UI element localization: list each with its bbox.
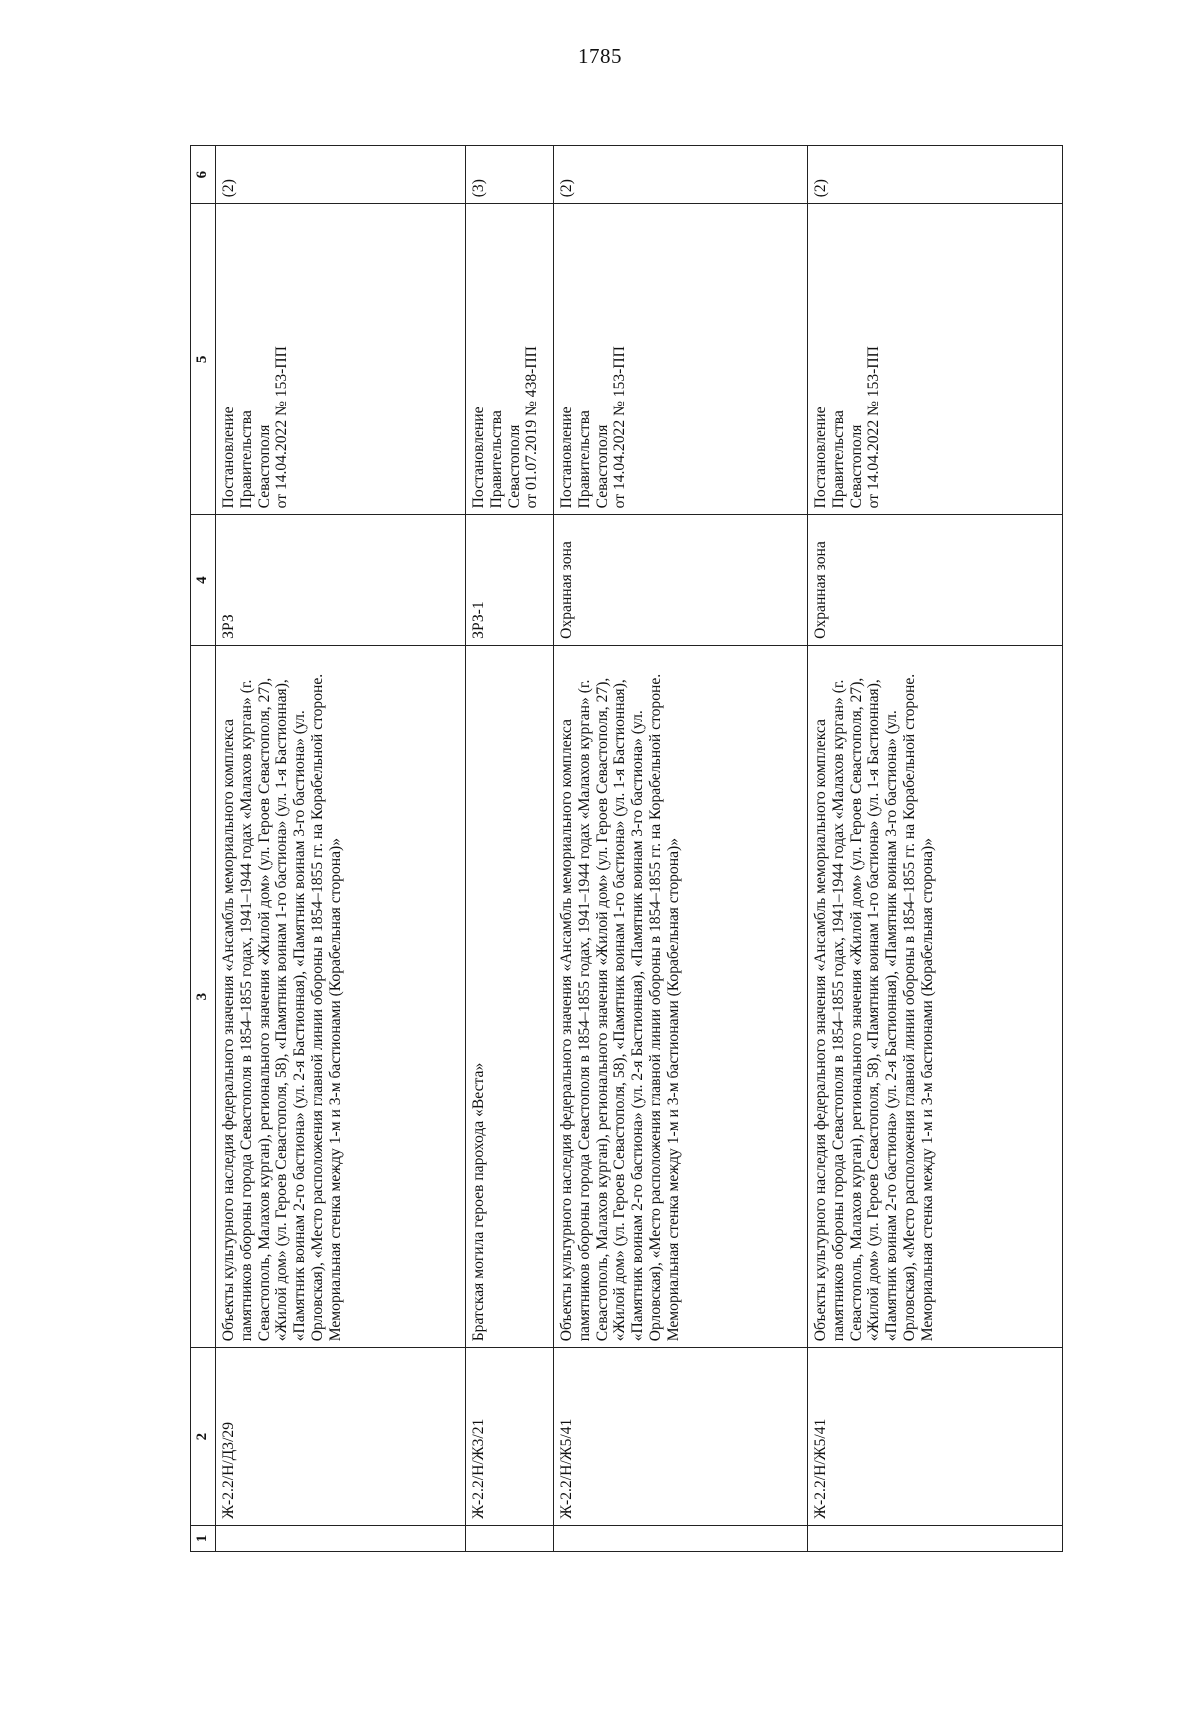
cell-legal-document [466, 204, 554, 515]
table-row [808, 146, 1063, 1552]
table-row [554, 146, 808, 1552]
cell-zone-type: Охранная зона [808, 515, 1063, 645]
column-header-5: 5 [191, 204, 216, 515]
cell-zone-type: ЗРЗ [216, 515, 466, 645]
cell-note: (3) [466, 146, 554, 204]
cell-object-description: Объекты культурного наследия федерального значения «Ансамбль мемориального комплекса памятников обороны города Севастополя в 1854–1855 годах, 1941–1944 годах «Малахов курган» (г. Севастополь, Малахов курган), регионального значения «Жилой дом» (ул. Героев Севастополя, 27), «Жилой дом» (ул. Героев Севастополя, 58), «Памятник воинам 1-го бастиона» (ул. 1-я Бастионная), «Памятник воинам 2-го бастиона» (ул. 2-я Бастионная), «Памятник воинам 3-го бастиона» (ул. Орловская), «Место расположения главной линии обороны в 1854–1855 гг. на Корабельной стороне. Мемориальная стенка между 1-м и 3-м бастионами (Корабельная сторона)» [808, 645, 1063, 1347]
document-line: Севастополя [847, 424, 865, 509]
table-row [466, 146, 554, 1552]
document-line: от 14.04.2022 № 153-ПП [865, 346, 883, 509]
cell-object-description: Объекты культурного наследия федерального значения «Ансамбль мемориального комплекса памятников обороны города Севастополя в 1854–1855 годах, 1941–1944 годах «Малахов курган» (г. Севастополь, Малахов курган), регионального значения «Жилой дом» (ул. Героев Севастополя, 27), «Жилой дом» (ул. Героев Севастополя, 58), «Памятник воинам 1-го бастиона» (ул. 1-я Бастионная), «Памятник воинам 2-го бастиона» (ул. 2-я Бастионная), «Памятник воинам 3-го бастиона» (ул. Орловская), «Место расположения главной линии обороны в 1854–1855 гг. на Корабельной стороне. Мемориальная стенка между 1-м и 3-м бастионами (Корабельная сторона)» [554, 645, 808, 1347]
column-number-header-row [191, 146, 216, 1552]
document-line: Постановление [470, 406, 487, 509]
cell-object-description: Братская могила героев парохода «Веста» [466, 645, 554, 1347]
column-header-2: 2 [191, 1348, 216, 1526]
cell-note: (2) [554, 146, 808, 204]
page-number: 1785 [578, 44, 622, 68]
document-line: от 14.04.2022 № 153-ПП [611, 346, 629, 509]
cell-zone-code: Ж-2.2/Н/Д3/29 [216, 1348, 466, 1526]
document-line: Правительства [829, 410, 847, 509]
document-line: от 01.07.2019 № 438-ПП [523, 346, 541, 509]
cell-legal-document [554, 204, 808, 515]
column-header-1: 1 [191, 1525, 216, 1551]
cell-zone-code: Ж-2.2/Н/Ж3/21 [466, 1348, 554, 1526]
cell-zone-code: Ж-2.2/Н/Ж5/41 [808, 1348, 1063, 1526]
document-line: Севастополя [505, 424, 523, 509]
cell-col1 [466, 1525, 554, 1551]
document-line: Постановление [558, 406, 575, 509]
document-line: Постановление [812, 406, 829, 509]
document-line: Правительства [237, 410, 255, 509]
document-line: Постановление [220, 406, 237, 509]
registry-table [190, 145, 1063, 1552]
document-line: Севастополя [593, 424, 611, 509]
document-line: от 14.04.2022 № 153-ПП [273, 346, 291, 509]
column-header-6: 6 [191, 146, 216, 204]
document-line: Правительства [487, 410, 505, 509]
cell-col1 [554, 1525, 808, 1551]
table-row [216, 146, 466, 1552]
document-line: Правительства [575, 410, 593, 509]
cell-note: (2) [216, 146, 466, 204]
cell-legal-document [808, 204, 1063, 515]
cell-zone-code: Ж-2.2/Н/Ж5/41 [554, 1348, 808, 1526]
column-header-3: 3 [191, 645, 216, 1347]
document-line: Севастополя [255, 424, 273, 509]
cell-col1 [808, 1525, 1063, 1551]
column-header-4: 4 [191, 515, 216, 645]
cell-col1 [216, 1525, 466, 1551]
cell-legal-document [216, 204, 466, 515]
cell-zone-type: Охранная зона [554, 515, 808, 645]
cell-note: (2) [808, 146, 1063, 204]
cell-zone-type: ЗРЗ-1 [466, 515, 554, 645]
rotated-table-sheet [190, 145, 1063, 1552]
cell-object-description: Объекты культурного наследия федерального значения «Ансамбль мемориального комплекса памятников обороны города Севастополя в 1854–1855 годах, 1941–1944 годах «Малахов курган» (г. Севастополь, Малахов курган), регионального значения «Жилой дом» (ул. Героев Севастополя, 27), «Жилой дом» (ул. Героев Севастополя, 58), «Памятник воинам 1-го бастиона» (ул. 1-я Бастионная), «Памятник воинам 2-го бастиона» (ул. 2-я Бастионная), «Памятник воинам 3-го бастиона» (ул. Орловская), «Место расположения главной линии обороны в 1854–1855 гг. на Корабельной стороне. Мемориальная стенка между 1-м и 3-м бастионами (Корабельная сторона)» [216, 645, 466, 1347]
